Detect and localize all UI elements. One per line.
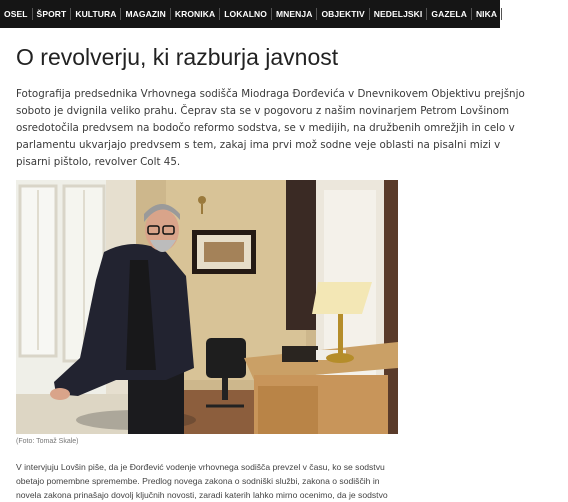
nav-item-mnenja[interactable]: MNENJA bbox=[275, 9, 313, 19]
nav-item-kronika[interactable]: KRONIKA bbox=[174, 9, 216, 19]
nav-item-kultura[interactable]: KULTURA bbox=[75, 9, 117, 19]
body-line: V intervjuju Lovšin piše, da je Đorđević vodenje vrhovnega sodišča prevzel v času, ko se sodstvu bbox=[16, 462, 385, 472]
body-line: novela zakona prinašajo dovolj ključnih novosti, zaradi katerih lahko mirno ocenimo, da je sodstvo bbox=[16, 490, 388, 500]
article-photo[interactable] bbox=[16, 180, 398, 434]
nav-item-osel[interactable]: OSEL bbox=[4, 9, 28, 19]
article-title: O revolverju, ki razburja javnost bbox=[16, 44, 339, 70]
photo-caption: (Foto: Tomaž Skale) bbox=[16, 438, 79, 445]
lead-line: parlamentu ukvarjajo predvsem s tem, zakaj ima prvi mož sodne veje oblasti na pisalni mizi v bbox=[16, 139, 501, 151]
body-line: obetajo pomembne spremembe. Predlog novega zakona o sodniški službi, zakona o sodiščih in bbox=[16, 476, 380, 486]
nav-item-zdrava-nika[interactable]: ZDRAVA NIKA bbox=[506, 9, 565, 19]
lead-line: soboto je dvignila veliko prahu. Čeprav sta se v pogovoru z našim novinarjem Petrom Lovšinom bbox=[16, 105, 510, 117]
nav-item-gazela[interactable]: GAZELA bbox=[431, 9, 467, 19]
lead-line: osredotočila predvsem na bodočo reformo sodstva, se v medijih, na družbenih omrežjih in celo v bbox=[16, 122, 515, 134]
nav-item-objektiv[interactable]: OBJEKTIV bbox=[321, 9, 365, 19]
nav-item-nika[interactable]: NIKA bbox=[475, 9, 498, 19]
top-navigation-bar bbox=[0, 0, 565, 28]
nav-item-sport[interactable]: ŠPORT bbox=[36, 9, 67, 19]
lead-line: pisarni pištolo, revolver Colt 45. bbox=[16, 156, 181, 168]
article-lead bbox=[16, 86, 536, 171]
nav-item-nedeljski[interactable]: NEDELJSKI bbox=[373, 9, 423, 19]
nav-item-lokalno[interactable]: LOKALNO bbox=[224, 9, 267, 19]
office-photo-illustration bbox=[16, 180, 398, 434]
nav-item-magazin[interactable]: MAGAZIN bbox=[125, 9, 166, 19]
article-body bbox=[16, 460, 536, 502]
lead-line: Fotografija predsednika Vrhovnega sodišča Miodraga Đorđevića v Dnevnikovem Objektivu prejšnjo bbox=[16, 88, 525, 100]
